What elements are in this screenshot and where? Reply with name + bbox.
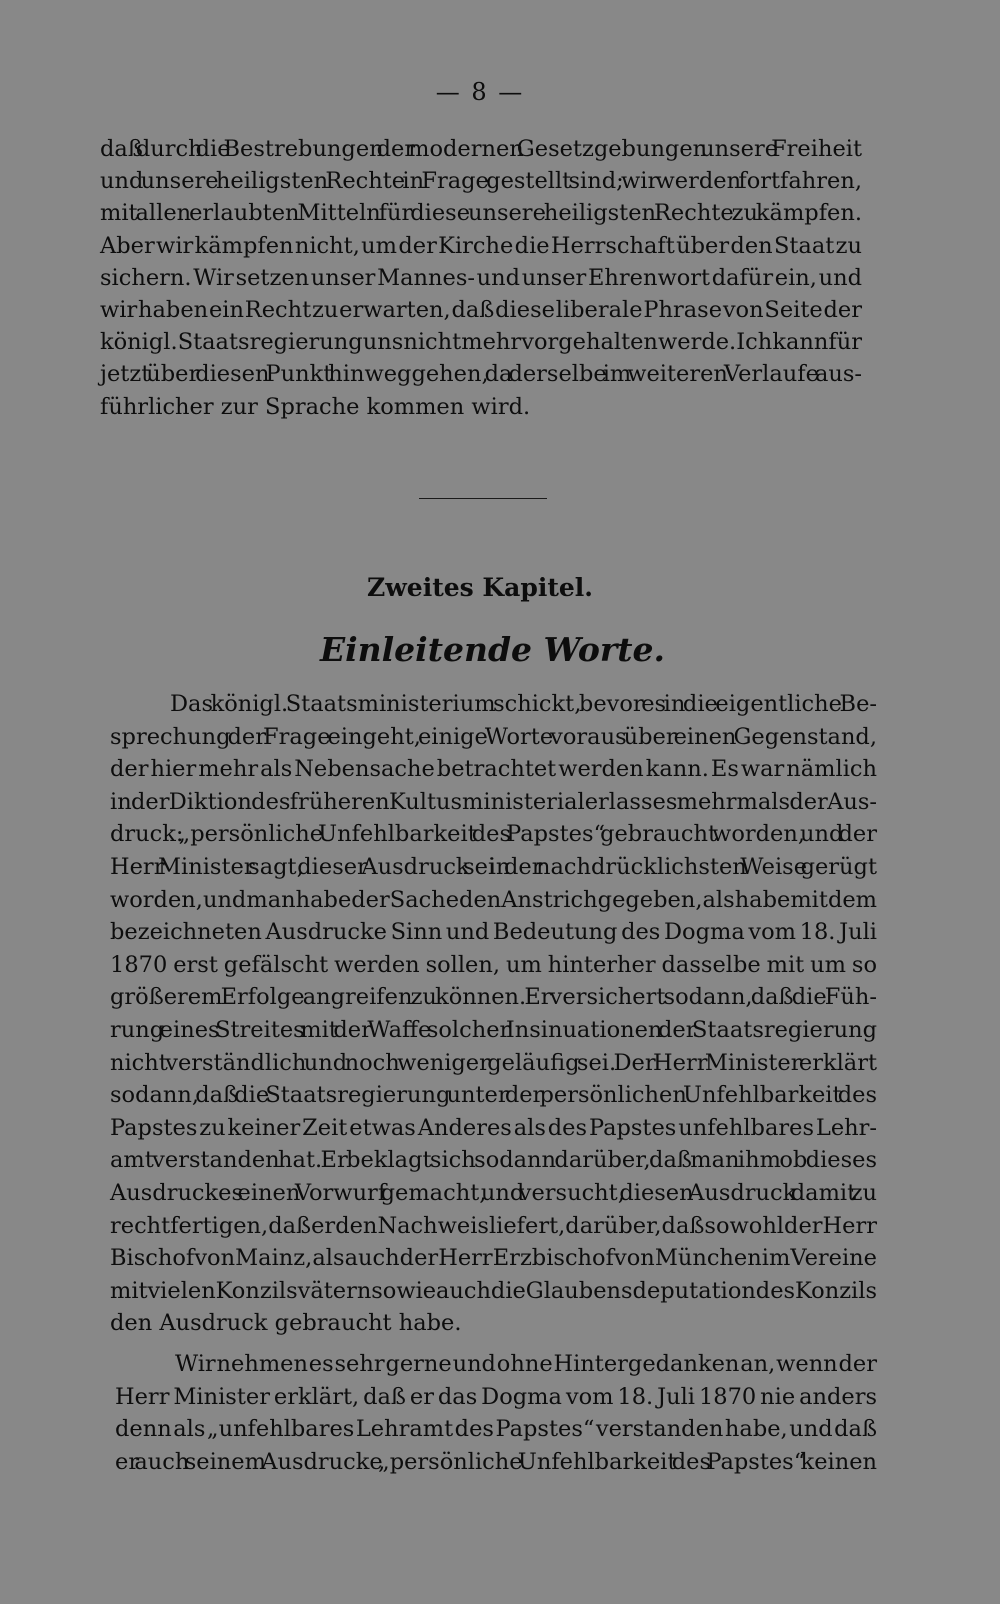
paragraph-1 (100, 133, 862, 423)
paragraph-2 (110, 688, 877, 1340)
text-line: worden, und man habe der Sache den Anstrich gegeben, als habe mit dem (110, 886, 877, 913)
text-line: der hier mehr als Nebensache betrachtet werden kann. Es war nämlich (110, 756, 877, 783)
section-divider (419, 498, 547, 499)
page-number: — 8 — (435, 78, 525, 106)
text-line: Das königl. Staatsministerium schickt, bevor es in die eigentliche Be- (170, 691, 877, 717)
text-line: bezeichneten Ausdrucke Sinn und Bedeutung des Dogma vom 18. Juli (110, 919, 877, 946)
text-line: wir haben ein Recht zu erwarten, daß diese liberale Phrase von Seite der (100, 297, 862, 324)
text-line: 1870 erst gefälscht werden sollen, um hinterher dasselbe mit um so (110, 951, 877, 978)
text-line: denn als „unfehlbares Lehramt des Papstes“ verstanden habe, und daß (115, 1416, 877, 1443)
text-line: er auch seinem Ausdrucke „persönliche Unfehlbarkeit des Papstes“ keinen (115, 1448, 877, 1475)
text-line: sprechung der Frage eingeht, einige Worte voraus über einen Gegenstand, (110, 723, 877, 750)
text-line: rechtfertigen, daß er den Nachweis liefert, darüber, daß sowohl der Herr (110, 1212, 877, 1239)
chapter-number: Zweites Kapitel. (367, 573, 593, 602)
text-line: druck: „persönliche Unfehlbarkeit des Papstes“ gebraucht worden, und der (110, 821, 877, 848)
text-line: den Ausdruck gebraucht habe. (110, 1310, 462, 1337)
text-line: Aber wir kämpfen nicht, um der Kirche die Herrschaft über den Staat zu (100, 232, 862, 259)
text-line: Bischof von Mainz, als auch der Herr Erzbischof von München im Vereine (110, 1245, 877, 1272)
text-line: nicht verständlich und noch weniger geläufig sei. Der Herr Minister erklärt (110, 1049, 877, 1076)
text-line: königl. Staatsregierung uns nicht mehr vorgehalten werde. Ich kann für (100, 329, 862, 356)
text-line: und unsere heiligsten Rechte in Frage gestellt sind; wir werden fortfahren, (100, 168, 862, 195)
text-line: Ausdruckes einen Vorwurf gemacht, und versucht, diesen Ausdruck damit zu (110, 1179, 877, 1206)
text-line: Herr Minister erklärt, daß er das Dogma vom 18. Juli 1870 nie anders (115, 1383, 877, 1410)
text-line: rung eines Streites mit der Waffe solcher Insinuationen der Staatsregierung (110, 1016, 877, 1043)
text-line: mit allen erlaubten Mitteln für diese unsere heiligsten Rechte zu kämpfen. (100, 200, 862, 227)
text-line: Wir nehmen es sehr gerne und ohne Hintergedanken an, wenn der (175, 1351, 877, 1377)
text-line: jetzt über diesen Punkt hinweggehen, da derselbe im weiteren Verlaufe aus- (100, 361, 862, 388)
text-line: Papstes zu keiner Zeit etwas Anderes als des Papstes unfehlbares Lehr- (110, 1114, 877, 1141)
text-line: Herr Minister sagt, dieser Ausdruck sei in der nachdrücklichsten Weise gerügt (110, 853, 877, 880)
text-line: mit vielen Konzilsvätern sowie auch die Glaubensdeputation des Konzils (110, 1277, 877, 1304)
text-line: daß durch die Bestrebungen der modernen Gesetzgebungen unsere Freiheit (100, 136, 862, 162)
text-line: sichern. Wir setzen unser Mannes- und unser Ehrenwort dafür ein, und (100, 264, 862, 291)
text-line: in der Diktion des früheren Kultusministerialerlasses mehrmals der Aus- (110, 788, 877, 815)
text-line: amt verstanden hat. Er beklagt sich sodann darüber, daß man ihm ob dieses (110, 1147, 877, 1174)
text-line: führlicher zur Sprache kommen wird. (100, 393, 531, 420)
chapter-title: Einleitende Worte. (319, 630, 666, 669)
text-line: größerem Erfolge angreifen zu können. Er versichert sodann, daß die Füh- (110, 984, 877, 1011)
text-line: sodann, daß die Staatsregierung unter der persönlichen Unfehlbarkeit des (110, 1082, 877, 1109)
paragraph-3 (115, 1348, 877, 1478)
